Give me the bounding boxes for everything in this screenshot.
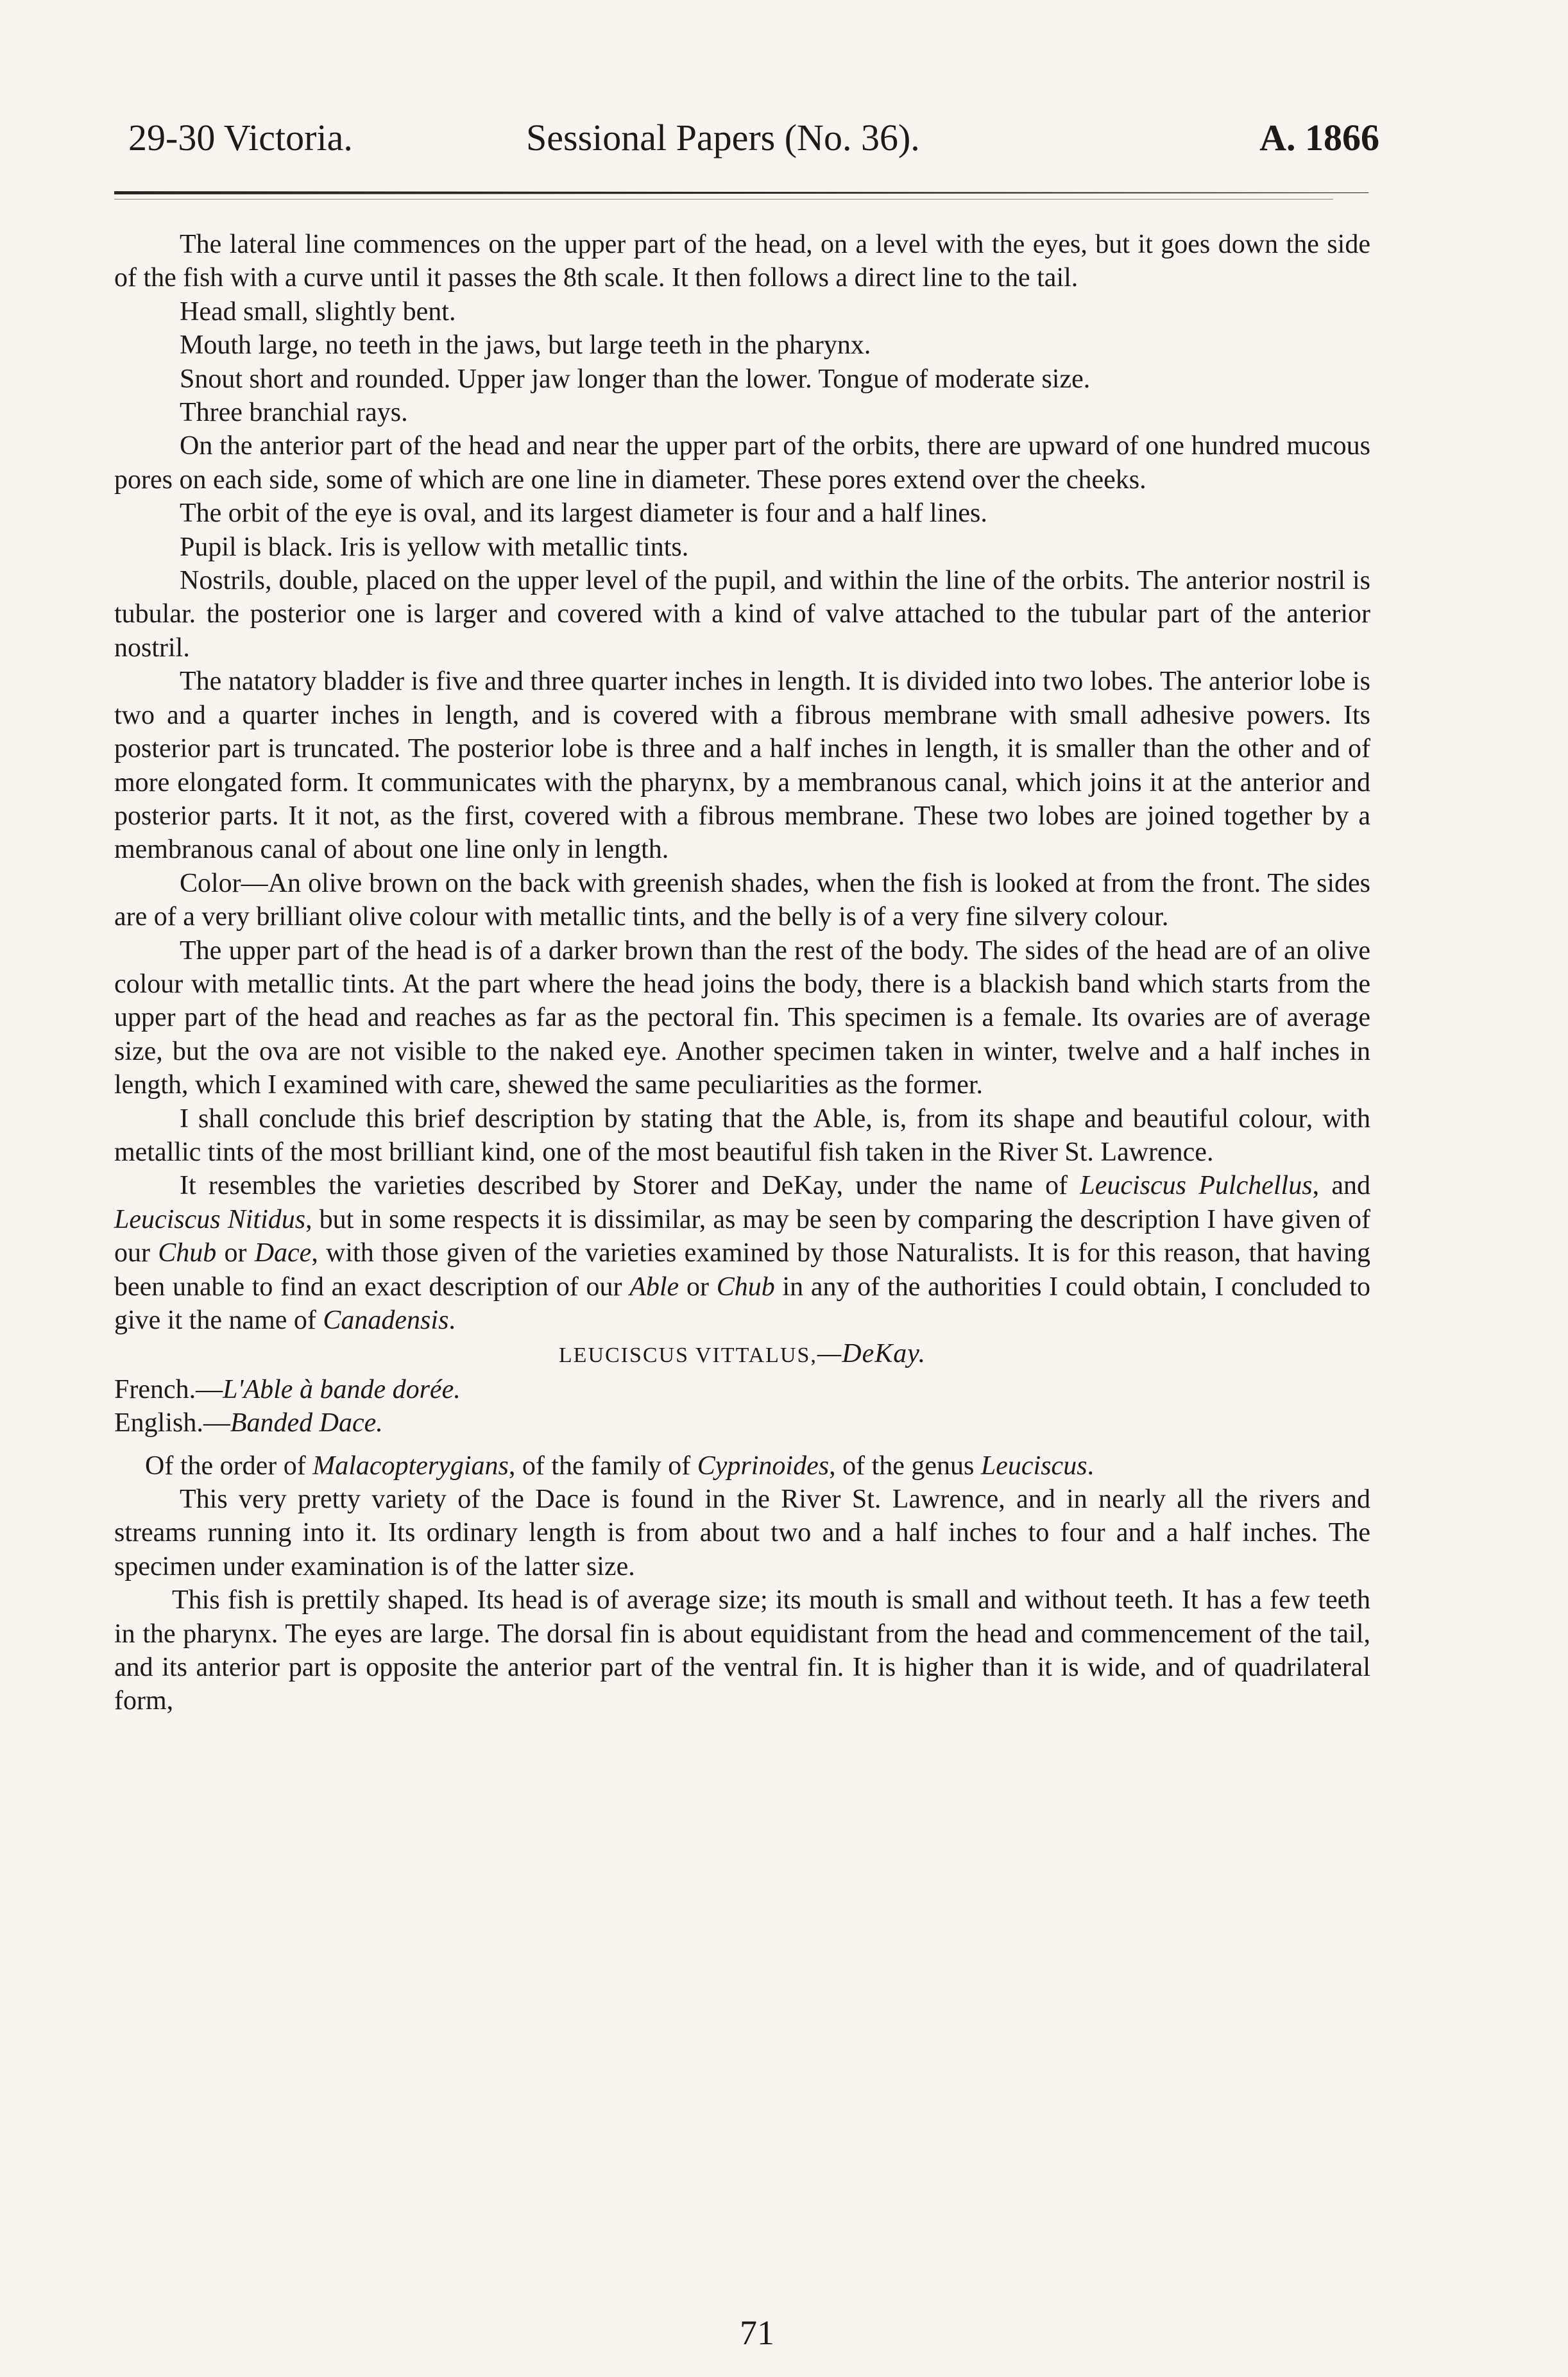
common-name: Able [629,1272,679,1302]
text-run: , but in some respects it is dissimilar, as may be seen by comparing the description I have given of our [114,1204,1370,1268]
section-heading-species: LEUCISCUS VITTALUS, [558,1343,817,1368]
paragraph: Mouth large, no teeth in the jaws, but large teeth in the pharynx. [180,330,871,361]
paragraph: On the anterior part of the head and near the upper part of the orbits, there are upward of one hundred mucous pores on each side, some of which are one line in diameter. These pores extend over the cheeks. [114,431,1370,495]
french-name: L'Able à bande dorée. [223,1374,461,1404]
species-name: Leuciscus Pulchellus [1080,1171,1313,1201]
paragraph: I shall conclude this brief description by stating that the Able, is, from its shape and beautiful colour, with metallic tints of the most brilliant kind, one of the most beautiful fish taken in the River St. Lawrence. [114,1103,1370,1167]
paragraph: The natatory bladder is five and three quarter inches in length. It is divided into two lobes. The anterior lobe is two and a quarter inches in length, and is covered with a fibrous membrane with small adhesive powers. Its posterior part is truncated. The posterior lobe is three and a half inches in length, it is smaller than the other and of more elongated form. It communicates with the pharynx, by a membranous canal, which joins it at the anterior and posterior parts. It it not, as the first, covered with a fibrous membrane. These two lobes are joined together by a membranous canal of about one line only in length. [114,667,1370,865]
paragraph: Head small, slightly bent. [180,296,456,327]
section-heading-author: —DeKay. [817,1339,926,1369]
header-title: Sessional Papers (No. 36). [526,117,920,158]
running-header [128,109,1379,167]
paragraph: Snout short and rounded. Upper jaw longer than the lower. Tongue of moderate size. [180,364,1091,394]
paragraph: This fish is prettily shaped. Its head is of average size; its mouth is small and without teeth. It has a few teeth in the pharynx. The eyes are large. The dorsal fin is about equidistant from the head and commencement of the tail, and its anterior part is opposite the anterior part of the ventral fin. It is higher than it is wide, and of quadrilateral form, [114,1585,1370,1716]
common-name: Chub [716,1272,775,1302]
common-name: Dace [254,1238,312,1268]
text-run: , of the genus [829,1451,981,1481]
paragraph: Pupil is black. Iris is yellow with metallic tints. [180,532,689,562]
english-label: English.— [114,1408,230,1438]
paragraph: This very pretty variety of the Dace is found in the River St. Lawrence, and in nearly all the rivers and streams running into it. Its ordinary length is from about two and a half inches to four and a half inches. The specimen under examination is of the latter size. [114,1485,1370,1581]
taxon-name: Leuciscus [980,1451,1087,1481]
section-heading [114,1337,1370,1372]
text-run: . [448,1306,456,1335]
english-name-line [114,1406,1370,1440]
text-run: , and [1312,1171,1370,1201]
page-number: 71 [740,2313,774,2352]
header-year: A. 1866 [1259,117,1379,158]
body-text [114,228,1370,1718]
paragraph: The upper part of the head is of a darker brown than the rest of the body. The sides of the head are of an olive colour with metallic tints. At the part where the head joins the body, there is a blackish band which starts from the upper part of the head and reaches as far as the pectoral fin. This specimen is a female. Its ovaries are of average size, but the ova are not visible to the naked eye. Another specimen taken in winter, twelve and a half inches in length, which I examined with care, shewed the same peculiarities as the former. [114,935,1370,1100]
taxon-name: Malacopterygians [312,1451,509,1481]
taxon-name: Cyprinoides [697,1451,830,1481]
species-name: Canadensis [323,1306,449,1335]
text-run: It resembles the varieties described by Storer and DeKay, under the name of [180,1171,1080,1201]
paragraph: Nostrils, double, placed on the upper level of the pupil, and within the line of the orbits. The anterior nostril is tubular. the posterior one is larger and covered with a kind of valve attached to the tubular part of the anterior nostril. [114,566,1370,663]
header-rule [114,191,1368,194]
paragraph [114,1169,1370,1337]
english-name: Banded Dace. [230,1408,383,1438]
paragraph: The lateral line commences on the upper part of the head, on a level with the eyes, but it goes down the side of the fish with a curve until it passes the 8th scale. It then follows a direct line to the tail. [114,230,1370,293]
text-run: . [1087,1451,1095,1481]
header-session: 29-30 Victoria. [128,117,353,158]
text-run: or [216,1238,255,1268]
french-name-line [114,1373,1370,1406]
species-name: Leuciscus Nitidus [114,1204,306,1234]
paragraph: Three branchial rays. [180,398,408,428]
text-run: , of the family of [508,1451,697,1481]
text-run: in any of the authorities I could obtain, I concluded to give it the name of [114,1272,1370,1335]
text-run: Of the order of [145,1451,313,1481]
french-label: French.— [114,1374,223,1404]
common-name: Chub [158,1238,217,1268]
paragraph [114,1449,1370,1483]
text-run: or [679,1272,717,1302]
header-rule-thin [114,199,1333,200]
paragraph: Color—An olive brown on the back with greenish shades, when the fish is looked at from the front. The sides are of a very brilliant olive colour with metallic tints, and the belly is of a very fine silvery colour. [114,868,1370,932]
paragraph: The orbit of the eye is oval, and its largest diameter is four and a half lines. [180,498,987,529]
text-run: , with those given of the varieties examined by those Naturalists. It is for this reason, that having been unable to find an exact description of our [114,1238,1370,1302]
